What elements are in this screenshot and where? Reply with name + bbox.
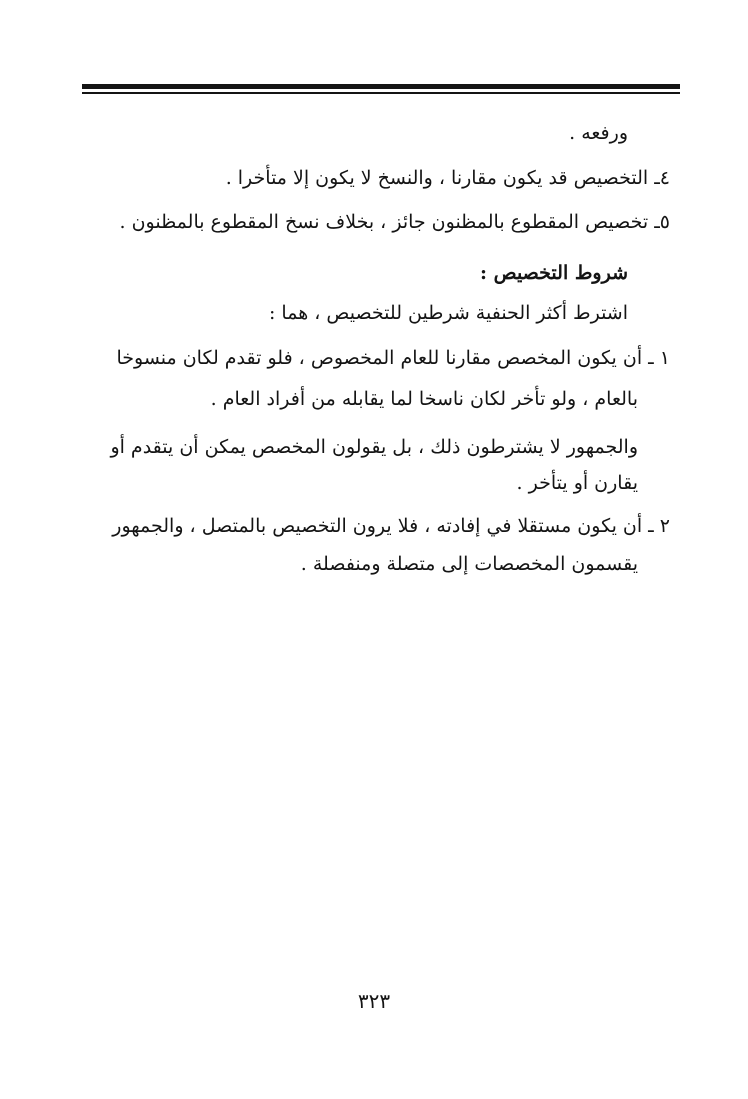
list-number: ٤ـ [654,167,670,189]
header-rule-thick [82,84,680,89]
list-item-text: التخصيص قد يكون مقارنا ، والنسخ لا يكون إلا متأخرا . [225,167,649,189]
page-number: ٣٢٣ [357,989,391,1013]
text-line [569,118,628,148]
text-line [211,384,638,414]
list-item-text: أن يكون مستقلا في إفادته ، فلا يرون التخصيص بالمتصل ، والجمهور [112,515,643,537]
section-heading [480,258,628,288]
text-line [269,298,628,328]
line-text: اشترط أكثر الحنفية شرطين للتخصيص ، هما : [268,302,628,324]
list-item-1 [116,343,670,373]
text-line [110,432,638,462]
list-number: ٥ـ [654,211,670,233]
list-item-5 [120,207,671,237]
list-item-2 [112,511,670,541]
text-line [301,549,638,579]
line-text: يقارن أو يتأخر . [516,472,638,494]
line-text: والجمهور لا يشترطون ذلك ، بل يقولون المخصص يمكن أن يتقدم أو [110,436,638,458]
list-item-text: تخصيص المقطوع بالمظنون جائز ، بخلاف نسخ المقطوع بالمظنون . [119,211,649,233]
list-item-4 [226,163,670,193]
line-text: ورفعه . [569,122,628,144]
list-number: ٢ ـ [648,515,670,537]
line-text: بالعام ، ولو تأخر لكان ناسخا لما يقابله من أفراد العام . [210,388,638,410]
header-rule-thin [82,92,680,94]
list-item-text: أن يكون المخصص مقارنا للعام المخصوص ، فلو تقدم لكان منسوخا [116,347,643,369]
line-text: يقسمون المخصصات إلى متصلة ومنفصلة . [300,553,638,575]
heading-text: شروط التخصيص : [480,262,628,284]
list-number: ١ ـ [648,347,670,369]
text-line [517,468,638,498]
